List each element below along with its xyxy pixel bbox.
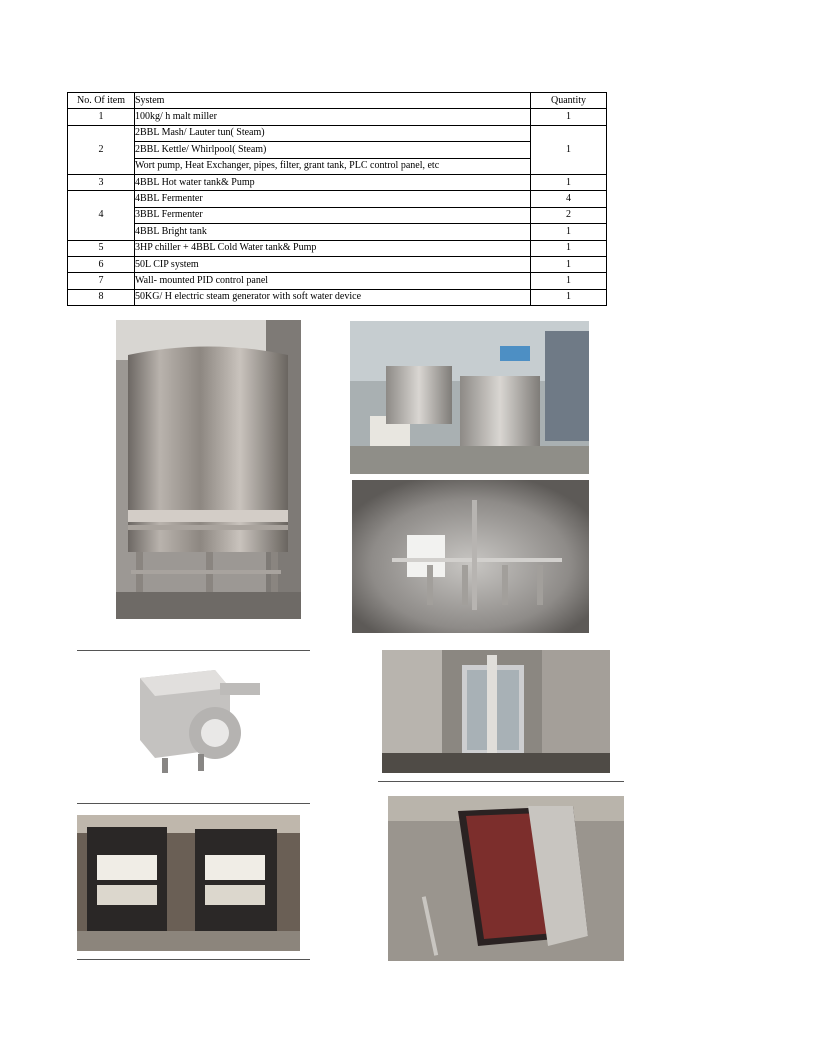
quantity-cell: 1	[531, 224, 607, 240]
quantity-cell: 1	[531, 256, 607, 272]
table-row	[68, 191, 607, 207]
table-row	[68, 273, 607, 289]
photo-brewhouse-vessels	[350, 321, 589, 474]
photo-mash-tun-interior	[352, 480, 589, 633]
header-quantity: Quantity	[531, 93, 607, 109]
system-cell: 50KG/ H electric steam generator with soft water device	[135, 289, 531, 305]
quantity-cell: 1	[531, 174, 607, 190]
system-cell: 4BBL Fermenter	[135, 191, 531, 207]
system-cell: 100kg/ h malt miller	[135, 109, 531, 125]
item-number-cell: 4	[68, 191, 135, 240]
item-number-cell: 5	[68, 240, 135, 256]
system-cell: Wort pump, Heat Exchanger, pipes, filter, grant tank, PLC control panel, etc	[135, 158, 531, 174]
quantity-cell: 2	[531, 207, 607, 223]
system-cell: 3BBL Fermenter	[135, 207, 531, 223]
table-row	[68, 158, 607, 174]
table-row	[68, 240, 607, 256]
system-cell: Wall- mounted PID control panel	[135, 273, 531, 289]
system-cell: 3HP chiller + 4BBL Cold Water tank& Pump	[135, 240, 531, 256]
system-cell: 2BBL Mash/ Lauter tun( Steam)	[135, 125, 531, 141]
item-number-cell: 7	[68, 273, 135, 289]
quantity-cell: 1	[531, 240, 607, 256]
item-number-cell: 3	[68, 174, 135, 190]
divider-line	[378, 781, 624, 782]
item-number-cell: 6	[68, 256, 135, 272]
header-system: System	[135, 93, 531, 109]
quantity-cell: 4	[531, 191, 607, 207]
table-row	[68, 174, 607, 190]
quantity-cell: 1	[531, 273, 607, 289]
quantity-cell: 1	[531, 125, 607, 174]
table-row	[68, 207, 607, 223]
divider-line	[77, 959, 310, 960]
system-cell: 2BBL Kettle/ Whirlpool( Steam)	[135, 142, 531, 158]
system-cell: 4BBL Hot water tank& Pump	[135, 174, 531, 190]
quantity-cell: 1	[531, 289, 607, 305]
divider-line	[77, 803, 310, 804]
system-cell: 50L CIP system	[135, 256, 531, 272]
quantity-cell: 1	[531, 109, 607, 125]
photo-plate-heat-exchanger	[388, 796, 624, 961]
table-row	[68, 109, 607, 125]
photo-centrifugal-pump	[120, 658, 275, 783]
item-number-cell: 1	[68, 109, 135, 125]
table-row	[68, 125, 607, 141]
table-row	[68, 142, 607, 158]
divider-line	[77, 650, 310, 651]
photo-sight-glass	[382, 650, 610, 773]
photo-steam-generator-boxes	[77, 815, 300, 951]
table-row	[68, 224, 607, 240]
photo-stainless-tank	[116, 320, 301, 619]
equipment-table-body	[68, 93, 607, 306]
table-row	[68, 289, 607, 305]
item-number-cell: 8	[68, 289, 135, 305]
table-header-row	[68, 93, 607, 109]
header-no-of-item: No. Of item	[68, 93, 135, 109]
item-number-cell: 2	[68, 125, 135, 174]
equipment-table	[67, 92, 607, 306]
table-row	[68, 256, 607, 272]
system-cell: 4BBL Bright tank	[135, 224, 531, 240]
